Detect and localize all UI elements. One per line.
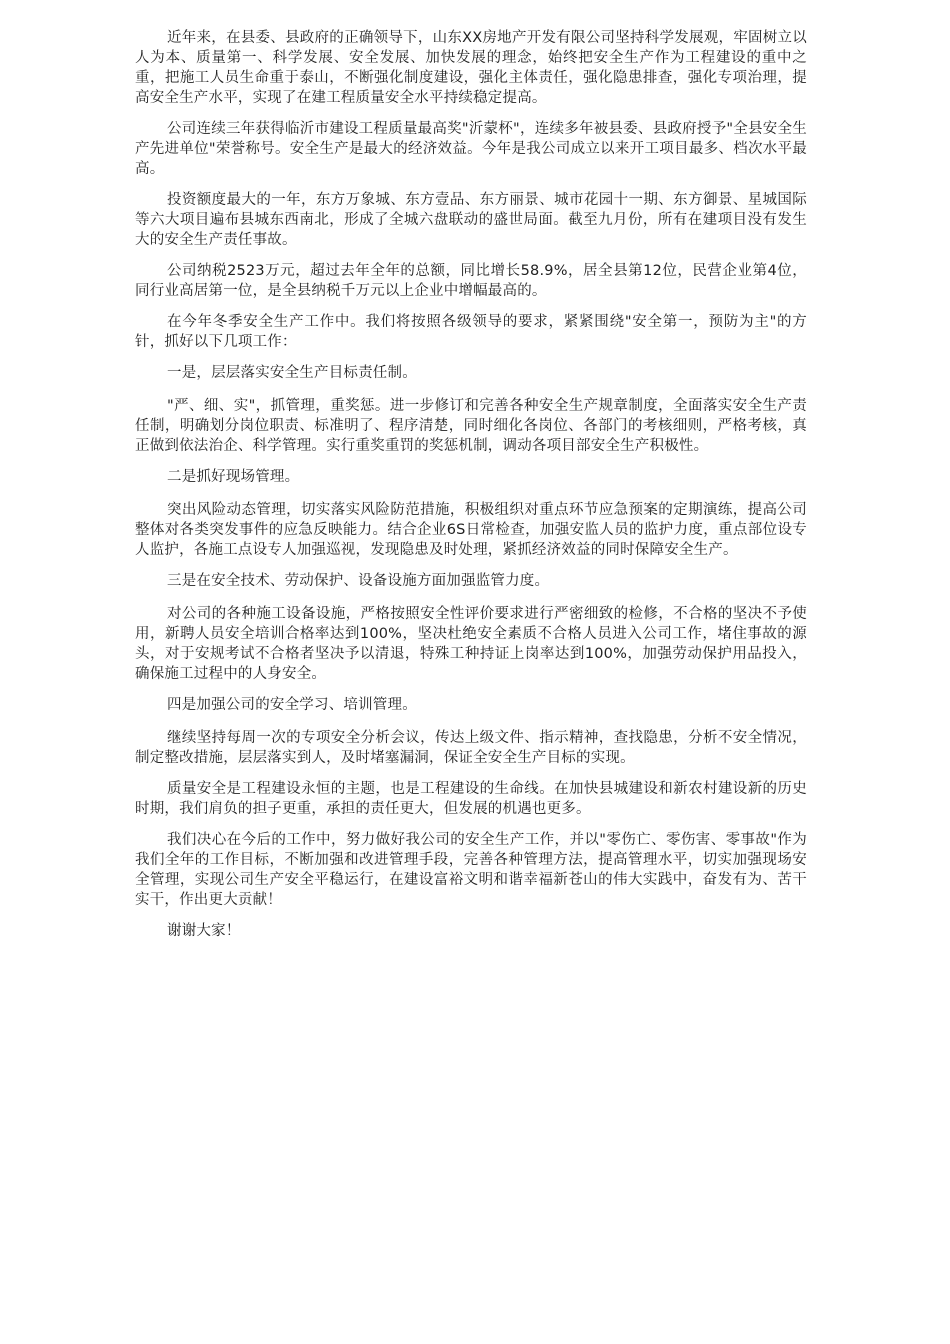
paragraph-projects: 投资额度最大的一年，东方万象城、东方壹品、东方丽景、城市花园十一期、东方御景、星城国际等六大项目遍布县城东西南北，形成了全城六盘联动的盛世局面。截至九月份，所有在建项目没有发生大的安全生产责任事故。 [135,192,807,248]
paragraph-awards: 公司连续三年获得临沂市建设工程质量最高奖"沂蒙杯"，连续多年被县委、县政府授予"全县安全生产先进单位"荣誉称号。安全生产是最大的经济效益。今年是我公司成立以来开工项目最多、档次水平最高。 [135,121,807,177]
paragraph-winter-plan: 在今年冬季安全生产工作中。我们将按照各级领导的要求，紧紧围绕"安全第一，预防为主"的方针，抓好以下几项工作： [135,314,807,350]
paragraph-intro: 近年来，在县委、县政府的正确领导下，山东XX房地产开发有限公司坚持科学发展观，牢固树立以人为本、质量第一、科学发展、安全发展、加快发展的理念，始终把安全生产作为工程建设的重中之重，把施工人员生命重于泰山，不断强化制度建设，强化主体责任，强化隐患排查，强化专项治理，提高安全生产水平，实现了在建工程质量安全水平持续稳定提高。 [135,30,807,106]
paragraph-responsibility: "严、细、实"，抓管理，重奖惩。进一步修订和完善各种安全生产规章制度，全面落实安全生产责任制，明确划分岗位职责、标准明了、程序清楚，同时细化各岗位、各部门的考核细则，严格考核，真正做到依法治企、科学管理。实行重奖重罚的奖惩机制，调动各项目部安全生产积极性。 [135,398,807,454]
paragraph-site-management: 突出风险动态管理，切实落实风险防范措施，积极组织对重点环节应急预案的定期演练，提高公司整体对各类突发事件的应急反映能力。结合企业6S日常检查，加强安监人员的监护力度，重点部位设专人监护，各施工点设专人加强巡视，发现隐患及时处理，紧抓经济效益的同时保障安全生产。 [135,502,807,558]
paragraph-equipment: 对公司的各种施工设备设施，严格按照安全性评价要求进行严密细致的检修，不合格的坚决不予使用，新聘人员安全培训合格率达到100%，坚决杜绝安全素质不合格人员进入公司工作，堵住事故的源头，对于安规考试不合格者坚决予以清退，特殊工种持证上岗率达到100%，加强劳动保护用品投入，确保施工过程中的人身安全。 [135,606,807,682]
paragraph-training: 继续坚持每周一次的专项安全分析会议，传达上级文件、指示精神，查找隐患，分析不安全情况，制定整改措施，层层落实到人，及时堵塞漏洞，保证全安全生产目标的实现。 [135,730,807,766]
document-body [135,28,807,952]
section-heading-two: 二是抓好现场管理。 [167,469,300,485]
section-heading-three: 三是在安全技术、劳动保护、设备设施方面加强监管力度。 [167,573,550,589]
section-heading-four: 四是加强公司的安全学习、培训管理。 [167,697,417,713]
paragraph-thanks: 谢谢大家！ [167,923,241,939]
section-heading-one: 一是，层层落实安全生产目标责任制。 [167,365,417,381]
paragraph-resolution: 我们决心在今后的工作中，努力做好我公司的安全生产工作，并以"零伤亡、零伤害、零事故"作为我们全年的工作目标，不断加强和改进管理手段，完善各种管理方法，提高管理水平，切实加强现场安全管理，实现公司生产安全平稳运行，在建设富裕文明和谐幸福新苍山的伟大实践中，奋发有为、苦干实干，作出更大贡献！ [135,832,807,908]
paragraph-tax: 公司纳税2523万元，超过去年全年的总额，同比增长58.9%，居全县第12位，民营企业第4位，同行业高居第一位，是全县纳税千万元以上企业中增幅最高的。 [135,263,807,299]
paragraph-quality: 质量安全是工程建设永恒的主题，也是工程建设的生命线。在加快县城建设和新农村建设新的历史时期，我们肩负的担子更重，承担的责任更大，但发展的机遇也更多。 [135,781,807,817]
